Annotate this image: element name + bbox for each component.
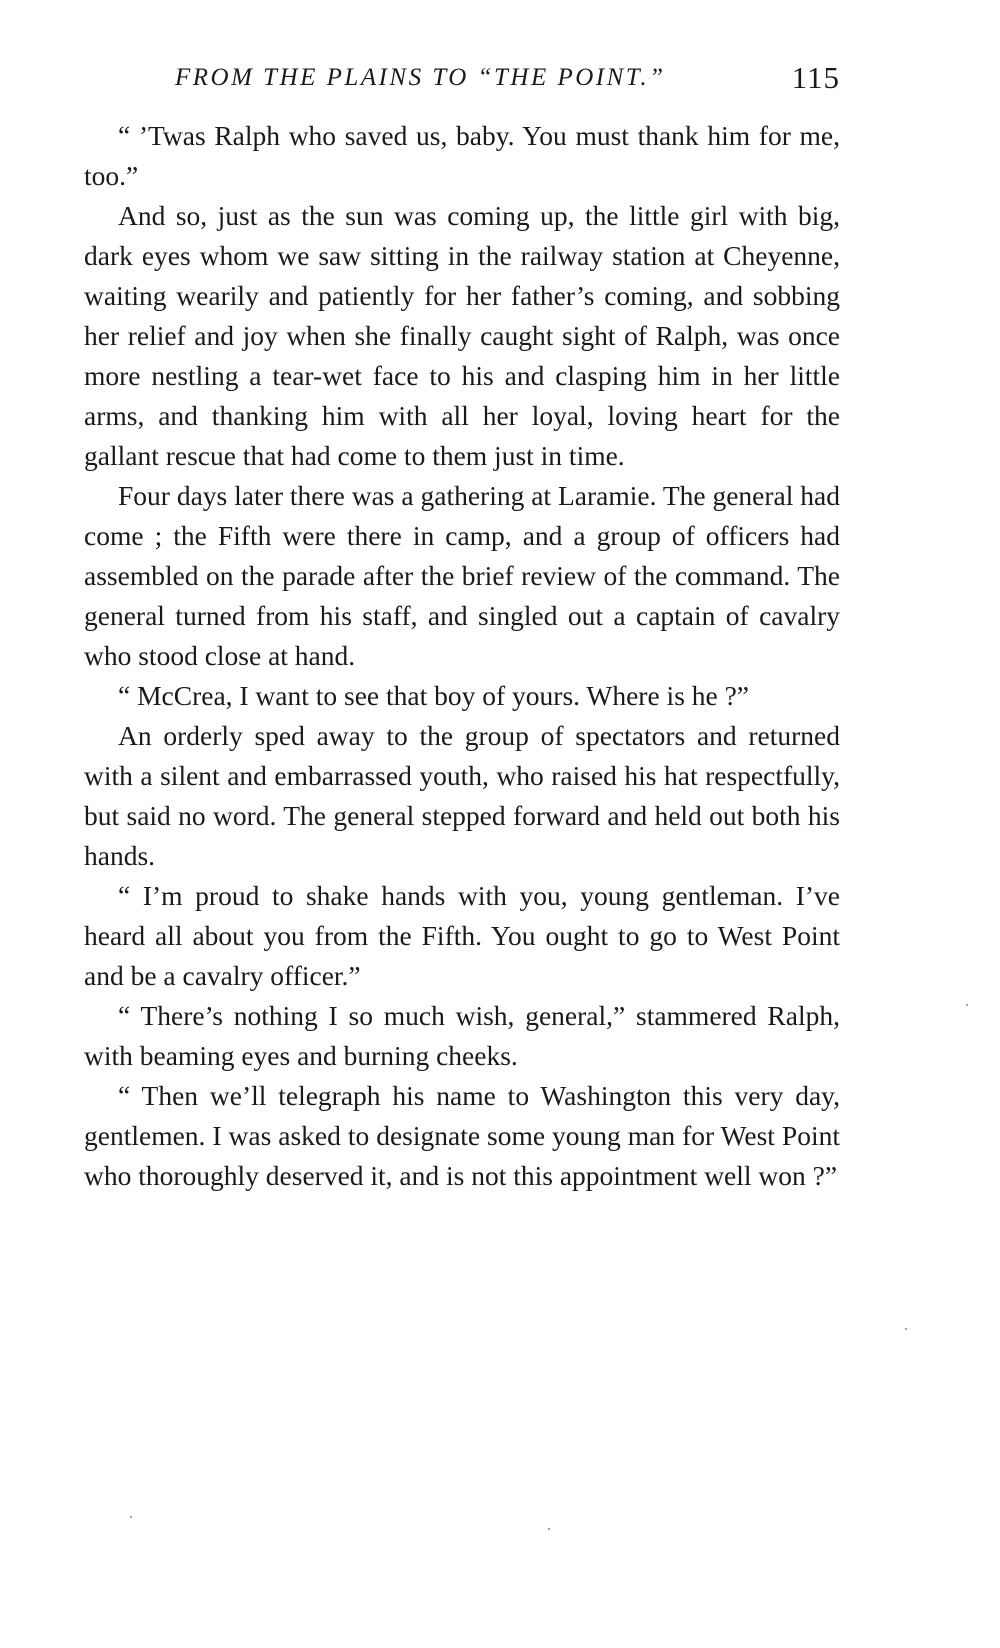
scan-speck [966,1004,968,1006]
scan-speck [130,1516,132,1518]
paragraph: “ McCrea, I want to see that boy of yours. Where is he ?” [118,680,750,711]
running-title: FROM THE PLAINS TO “THE POINT.” [175,64,666,91]
paragraph: “ Then we’ll telegraph his name to Washington this very day, gentlemen. I was asked to designate some young man for West Point who thoroughly deserved it, and is not this appointment well won ?” [84,1080,840,1191]
running-head [175,60,840,100]
paragraph: And so, just as the sun was coming up, the little girl with big, dark eyes whom we saw sitting in the railway station at Cheyenne, waiting wearily and patiently for her father’s coming, and sobbing her relief and joy when she finally caught sight of Ralph, was once more nestling a tear-wet face to his and clasping him in her little arms, and thanking him with all her loyal, loving heart for the gallant rescue that had come to them just in time. [84,200,840,471]
page-number: 115 [791,60,840,95]
scan-speck [548,1528,550,1530]
paragraph: An orderly sped away to the group of spectators and returned with a silent and embarrassed youth, who raised his hat respectfully, but said no word. The general stepped forward and held out both his hands. [84,720,840,871]
paragraph: “ There’s nothing I so much wish, general,” stammered Ralph, with beaming eyes and burning cheeks. [84,1000,840,1071]
paragraph: “ ’Twas Ralph who saved us, baby. You must thank him for me, too.” [84,120,840,191]
paragraph: “ I’m proud to shake hands with you, young gentleman. I’ve heard all about you from the Fifth. You ought to go to West Point and be a cavalry officer.” [84,880,840,991]
scan-speck [905,1328,907,1330]
paragraph: Four days later there was a gathering at Laramie. The general had come ; the Fifth were there in camp, and a group of officers had assembled on the parade after the brief review of the command. The general turned from his staff, and singled out a captain of cavalry who stood close at hand. [84,480,840,671]
body-text [84,116,840,1196]
